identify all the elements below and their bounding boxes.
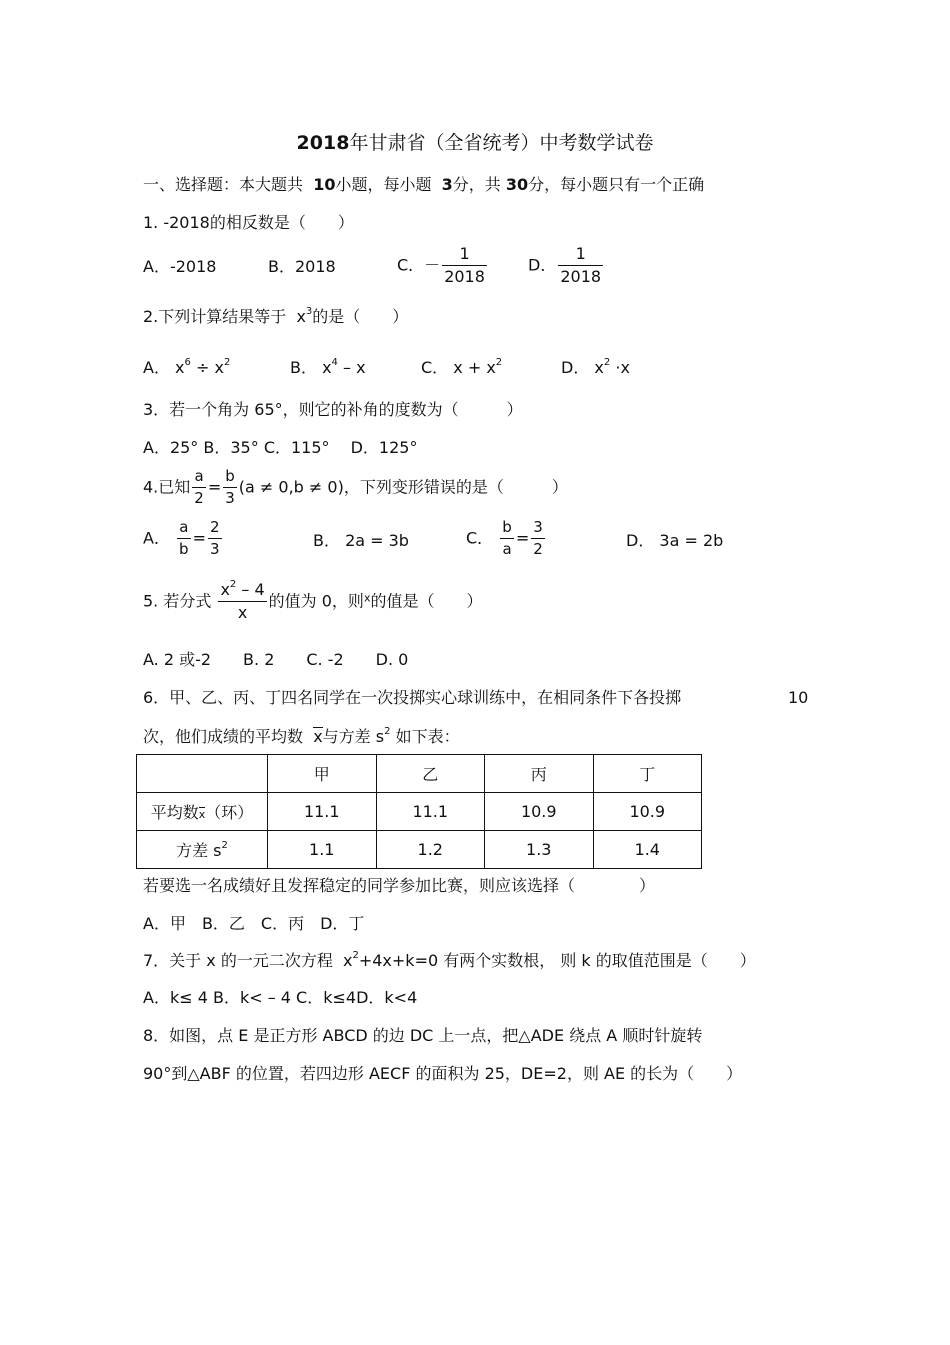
- table-cell: 1.2: [376, 831, 485, 869]
- table-header-row: [137, 755, 702, 793]
- table-header-cell: 甲: [268, 755, 377, 793]
- q4-option-c: C． $\frac{b}{a}$ = $\frac{3}{2}$: [466, 518, 543, 559]
- q6-line1: 6．甲、乙、丙、丁四名同学在一次投掷实心球训练中，在相同条件下各投掷: [143, 688, 682, 707]
- q2-stem: 2.下列计算结果等于 $x^3$的是（ ）: [143, 306, 409, 326]
- table-cell: 11.1: [268, 793, 377, 831]
- table-cell: 10.9: [593, 793, 702, 831]
- q6-line2: 次，他们成绩的平均数 x与方差 $s^2$ 如下表：: [143, 726, 460, 746]
- q4-option-b: B． 2a = 3b: [313, 531, 409, 550]
- q3-stem: 3．若一个角为 65°，则它的补角的度数为（ ）: [143, 400, 523, 419]
- row-label-variance: 方差 $s^2$: [137, 831, 268, 869]
- table-cell: 1.4: [593, 831, 702, 869]
- q4-stem: 4.已知 $\frac{a}{2}$ = $\frac{b}{3}$ (a ≠ 0,b ≠ 0)，下列变形错误的是（ ）: [143, 467, 568, 508]
- q6-options: A．甲 B．乙 C．丙 D．丁: [143, 914, 365, 933]
- table-cell: 1.1: [268, 831, 377, 869]
- row-label-mean: 平均数x（环）: [137, 793, 268, 831]
- q8-line2: 90°到△ABF 的位置，若四边形 AECF 的面积为 25，DE=2，则 AE 的长为（ ）: [143, 1064, 743, 1083]
- table-header-cell: 丙: [485, 755, 594, 793]
- q2-option-b: B． $x^4$ – x: [290, 357, 366, 377]
- q6-line1-number: 10: [788, 688, 809, 707]
- q3-options: A．25° B．35° C．115° D．125°: [143, 438, 418, 457]
- q1-option-d: D． $\frac{1}{2018}$: [528, 244, 602, 287]
- mean-symbol: x: [313, 727, 323, 746]
- q2-option-d: D． $x^2 \cdot x$: [561, 357, 630, 377]
- table-header-cell: 丁: [593, 755, 702, 793]
- q1-option-b: B．2018: [268, 257, 336, 276]
- q4-option-d: D． 3a = 2b: [626, 531, 724, 550]
- q7-options: A．k≤ 4 B．k< – 4 C．k≤4D．k<4: [143, 988, 418, 1007]
- q6-question: 若要选一名成绩好且发挥稳定的同学参加比赛，则应该选择（ ）: [143, 876, 656, 895]
- q1-option-c: C．－ $\frac{1}{2018}$: [397, 244, 485, 287]
- table-header-cell: [137, 755, 268, 793]
- table-header-cell: 乙: [376, 755, 485, 793]
- q1-stem: 1. -2018的相反数是（ ）: [143, 213, 354, 232]
- q2-option-c: C． $x + x^2$: [421, 357, 503, 377]
- table-cell: 11.1: [376, 793, 485, 831]
- table-cell: 10.9: [485, 793, 594, 831]
- page-title: 2018年甘肃省（全省统考）中考数学试卷: [296, 132, 654, 154]
- q2-option-a: A． $x^6 \div x^2$: [143, 357, 231, 377]
- section-heading: 一、选择题：本大题共 10小题，每小题 3分，共 30分，每小题只有一个正确: [143, 175, 705, 194]
- q4-option-a: A． $\frac{a}{b}$ = $\frac{2}{3}$: [143, 518, 220, 559]
- q5-stem: 5. 若分式 $\frac{x^2 - 4}{x}$ 的值为 0，则$^x$的值是（ ）: [143, 579, 483, 623]
- table-cell: 1.3: [485, 831, 594, 869]
- q5-options: A. 2 或-2 B. 2 C. -2 D. 0: [143, 650, 409, 669]
- q1-option-a: A．-2018: [143, 257, 217, 276]
- table-row: [137, 831, 702, 869]
- q7-stem: 7．关于 x 的一元二次方程 $x^2+4x+k=0$ 有两个实数根， 则 k 的取值范围是（ ）: [143, 950, 756, 970]
- q8-line1: 8．如图，点 E 是正方形 ABCD 的边 DC 上一点，把△ADE 绕点 A 顺时针旋转: [143, 1026, 703, 1045]
- table-row: [137, 793, 702, 831]
- score-table: [136, 754, 702, 869]
